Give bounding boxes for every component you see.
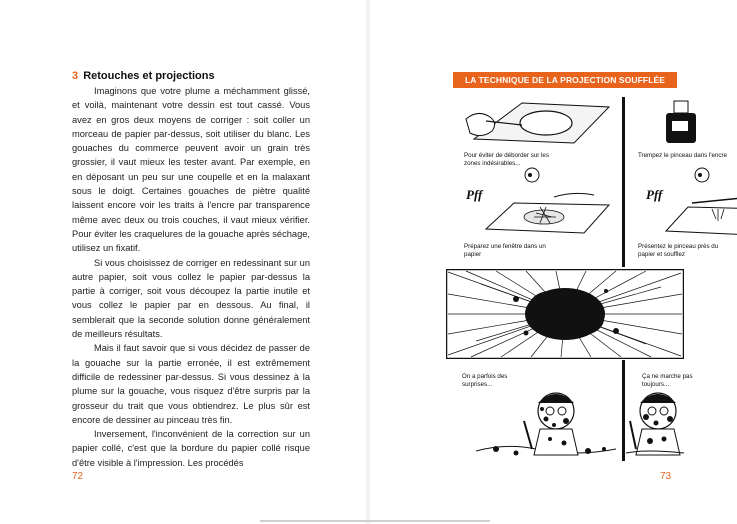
section-number: 3 [72, 70, 79, 82]
right-page [370, 0, 737, 524]
ink-splattered-artist-right [626, 387, 684, 459]
scissors-cutting-illustration [464, 99, 614, 147]
paragraph: Si vous choisissez de corriger en redessinant sur un autre papier, soit vous collez le papier par-dessus la partie à corriger, soit vous découpez la partie inutile et vous collez le papier par en dessous. Au final, il semblerait que la seconde solution donne généralement de meilleurs résultats. [72, 257, 310, 340]
caption-avoid-overflow: Pour éviter de déborder sur les zones indésirables... [464, 152, 549, 167]
paragraph: Inversement, l'inconvénient de la correction sur un papier collé, c'est que la bordure du papier collé risque d'être visible à l'impression. Les procédés [72, 429, 310, 468]
paragraph: Imaginons que votre plume a méchamment glissé, et voilà, maintenant votre dessin est tout cassé. Vous avez en gros deux moyens de corriger : soit coller un morceau de papier par-dessus, soit utiliser du blanc. Les gouaches du commerce peuvent avoir un grain très grossier, il vaut mieux les tester avant. Par exemple, en en déposant un peu sur une coupelle et en la malaxant sous le doigt. Certaines gouaches de piètre qualité laissent encore voir les traits à l'encre par transparence même avec deux ou trois couches, il vaut mieux vérifier. Pour éviter les craquelures de la gouache après séchage, utilisez un fixatif. [72, 86, 310, 254]
body-text [72, 84, 310, 470]
section-title: Retouches et projections [83, 70, 215, 82]
brush-blowing-illustration [652, 167, 737, 237]
comic-title-banner: LA TECHNIQUE DE LA PROJECTION SOUFFLÉE [453, 72, 677, 88]
comic-strip [446, 97, 727, 461]
caption-surprises: On a parfois des surprises... [462, 373, 508, 388]
bottom-edge-mark [260, 520, 490, 522]
sound-effect-left: Pff [466, 187, 483, 202]
ink-splatter-panel [446, 269, 684, 359]
ink-splattered-artist-left [476, 387, 616, 459]
paragraph: Mais il faut savoir que si vous décidez de passer de la gouache sur la partie erronée, il est extrêmement difficile de redessiner par-dessus. Si vous dessinez à la plume sur la gouache, vous risquez d'être surpris par la grosseur du trait que vous obtiendrez. Le plus sûr est encore de dessiner au pinceau très fin. [72, 343, 310, 425]
blowing-mask-illustration [474, 167, 619, 237]
caption-prepare-window: Préparez une fenêtre dans un papier [464, 243, 546, 258]
page-number-left: 72 [72, 471, 84, 482]
ink-bottle-illustration [662, 99, 702, 149]
page-number-right: 73 [660, 471, 672, 482]
caption-not-always-works: Ça ne marche pas toujours... [642, 373, 693, 388]
caption-dip-brush: Trempez le pinceau dans l'encre [638, 152, 727, 159]
panel-divider [622, 360, 625, 461]
caption-present-brush: Présentez le pinceau près du papier et soufflez [638, 243, 719, 258]
sound-effect-right: Pff [646, 187, 663, 202]
panel-divider [622, 97, 625, 267]
left-page [0, 0, 366, 524]
section-heading [72, 70, 312, 82]
